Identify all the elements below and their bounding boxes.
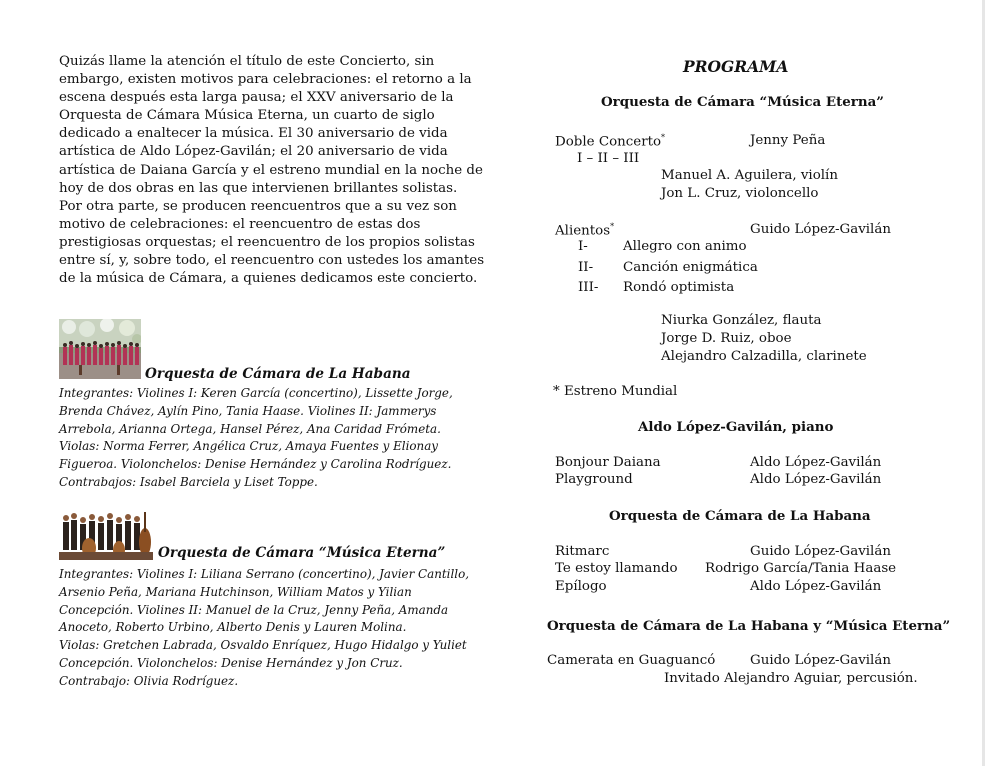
work-title: Camerata en Guaguancó — [547, 653, 716, 668]
orchestra-habana-photo — [59, 319, 141, 379]
premiere-footnote: * Estreno Mundial — [553, 384, 678, 399]
intro-line: entre sí, y, sobre todo, el reencuentro con ustedes los amantes — [59, 253, 485, 269]
movement-name: Rondó optimista — [623, 280, 735, 295]
guest-performer: Invitado Alejandro Aguiar, percusión. — [664, 671, 918, 686]
members-line: Integrantes: Violines I: Keren García (concertino), Lissette Jorge, — [59, 386, 453, 400]
movement-number: I- — [578, 239, 588, 254]
work-title: Epílogo — [555, 579, 607, 594]
intro-line: artística de Daiana García y el estreno mundial en la noche de — [59, 162, 483, 178]
section-habana-title: Orquesta de Cámara de La Habana — [609, 508, 871, 524]
work-composer: Guido López-Gavilán — [750, 544, 891, 559]
movement-number: II- — [578, 260, 594, 275]
premiere-mark: * — [610, 222, 615, 231]
members-line: Violas: Norma Ferrer, Angélica Cruz, Amaya Fuentes y Elionay — [59, 439, 439, 454]
work-title — [555, 133, 665, 149]
orchestra-habana-title: Orquesta de Cámara de La Habana — [145, 366, 411, 382]
orchestra-habana-members — [59, 385, 453, 492]
soloist: Alejandro Calzadilla, clarinete — [661, 349, 867, 364]
work-composer: Guido López-Gavilán — [750, 653, 891, 668]
programa-heading: PROGRAMA — [683, 57, 789, 76]
soloist: Jorge D. Ruiz, oboe — [661, 331, 792, 346]
orchestra-eterna-members — [59, 566, 469, 691]
intro-line: Quizás llame la atención el título de este Concierto, sin — [59, 54, 435, 69]
members-line: Figueroa. Violonchelos: Denise Hernández y Carolina Rodríguez. — [59, 457, 452, 472]
work-composer: Jenny Peña — [750, 133, 826, 148]
work-composer: Rodrigo García/Tania Haase — [705, 561, 897, 576]
intro-line: artística de Aldo López-Gavilán; el 20 aniversario de vida — [59, 144, 448, 160]
work-movements: I – II – III — [577, 151, 640, 166]
intro-line: prestigiosas orquestas; el reencuentro de los propios solistas — [59, 234, 475, 250]
orchestra-eterna-title: Orquesta de Cámara “Música Eterna” — [158, 545, 446, 561]
members-line: Violas: Gretchen Labrada, Osvaldo Enríquez, Hugo Hidalgo y Yuliet — [59, 638, 467, 653]
work-title: Ritmarc — [555, 544, 610, 559]
intro-line: Por otra parte, se producen reencuentros que a su vez son — [59, 198, 457, 214]
movement-name: Allegro con animo — [623, 239, 747, 254]
work-composer: Aldo López-Gavilán — [750, 579, 882, 594]
intro-line: embargo, existen motivos para celebraciones: el retorno a la — [59, 72, 472, 88]
soloist: Manuel A. Aguilera, violín — [661, 168, 838, 183]
soloist: Niurka González, flauta — [661, 313, 822, 328]
intro-line: motivo de celebraciones: el reencuentro de estas dos — [59, 216, 421, 232]
work-title: Te estoy llamando — [555, 561, 678, 576]
work-composer: Guido López-Gavilán — [750, 222, 891, 237]
members-line: Integrantes: Violines I: Liliana Serrano (concertino), Javier Cantillo, — [59, 567, 470, 581]
work-composer: Aldo López-Gavilán — [750, 455, 882, 470]
work-composer: Aldo López-Gavilán — [750, 472, 882, 487]
members-line: Anoceto, Roberto Urbino, Alberto Denis y Lauren Molina. — [59, 620, 407, 635]
section-piano-title: Aldo López-Gavilán, piano — [638, 419, 834, 435]
intro-line: hoy de dos obras en las que intervienen brillantes solistas. — [59, 180, 458, 196]
members-line: Arsenio Peña, Mariana Hutchinson, William Matos y Yilian — [59, 584, 412, 599]
members-line: Contrabajos: Isabel Barciela y Liset Toppe. — [59, 474, 318, 489]
members-line: Concepción. Violines II: Manuel de la Cruz, Jenny Peña, Amanda — [59, 602, 449, 617]
section-joint-title: Orquesta de Cámara de La Habana y “Música Eterna” — [547, 618, 951, 634]
work-title: Bonjour Daiana — [555, 455, 661, 470]
work-title-text: Alientos — [555, 223, 611, 239]
intro-line: Orquesta de Cámara Música Eterna, un cuarto de siglo — [59, 108, 435, 124]
members-line: Brenda Chávez, Aylín Pino, Tania Haase. Violines II: Jammerys — [59, 403, 437, 418]
movement-number: III- — [578, 280, 599, 295]
soloist: Jon L. Cruz, violoncello — [661, 186, 819, 201]
movement-name: Canción enigmática — [623, 260, 758, 275]
intro-paragraph — [59, 53, 484, 288]
intro-line: dedicado a enaltecer la música. El 30 aniversario de vida — [59, 126, 448, 142]
intro-line: escena después esta larga pausa; el XXV aniversario de la — [59, 90, 454, 106]
members-line: Concepción. Violonchelos: Denise Hernández y Jon Cruz. — [59, 655, 403, 670]
orchestra-eterna-photo — [59, 508, 153, 560]
work-title-text: Doble Concerto — [555, 134, 662, 150]
premiere-mark: * — [661, 133, 666, 142]
members-line: Contrabajo: Olivia Rodríguez. — [59, 673, 239, 688]
work-title: Playground — [555, 472, 633, 487]
members-line: Arrebola, Arianna Ortega, Hansel Pérez, Ana Caridad Frómeta. — [59, 421, 441, 436]
intro-line: de la música de Cámara, a quienes dedicamos este concierto. — [59, 271, 478, 287]
section-eterna-title: Orquesta de Cámara “Música Eterna” — [601, 94, 884, 110]
work-title — [555, 222, 614, 238]
